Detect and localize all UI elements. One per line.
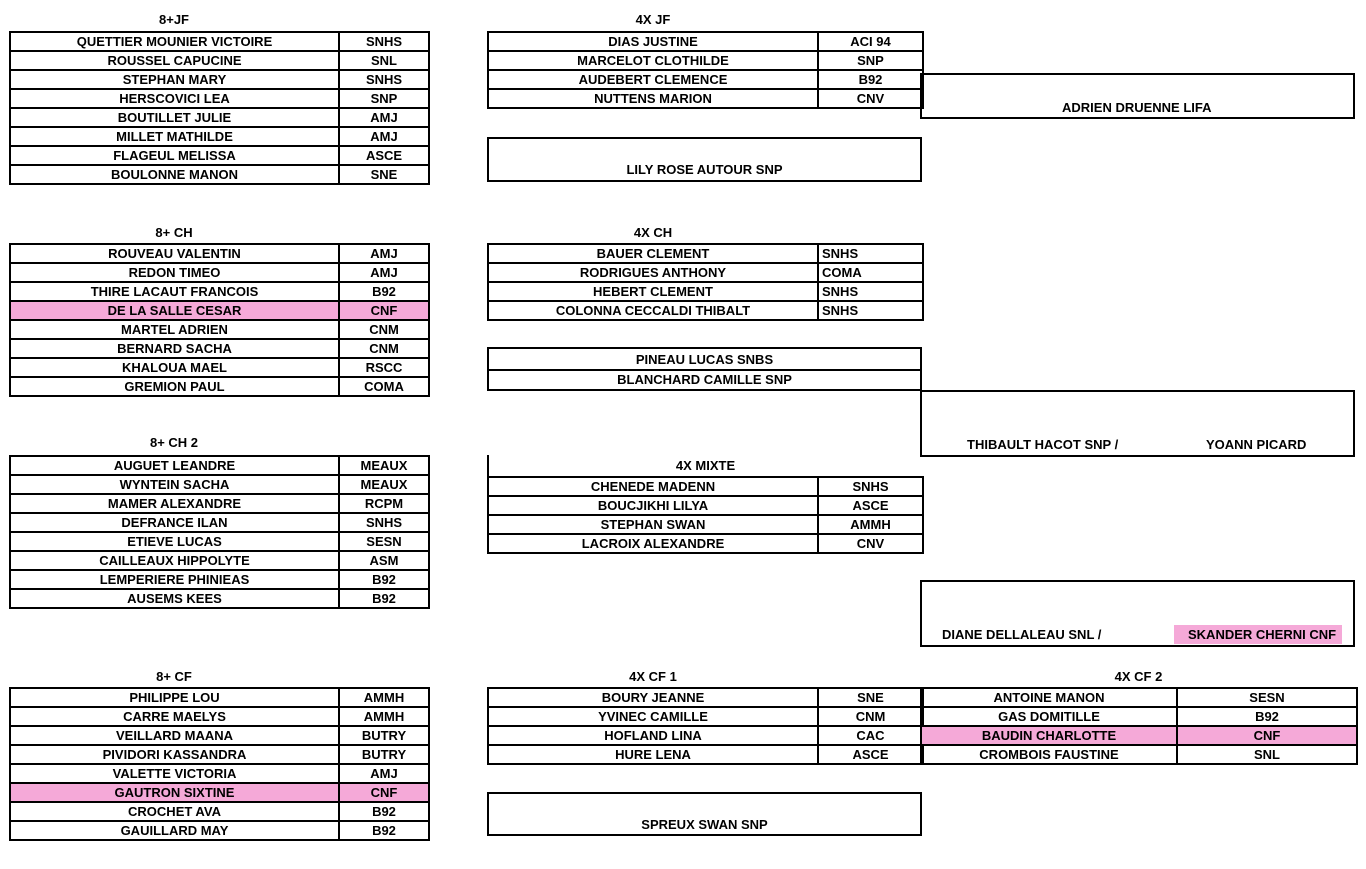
rower-name: REDON TIMEO xyxy=(10,263,339,282)
club-code: CNF xyxy=(339,783,429,802)
club-code: SESN xyxy=(339,532,429,551)
club-code: B92 xyxy=(339,570,429,589)
section-title-8ch2: 8+ CH 2 xyxy=(149,435,199,450)
crew-row xyxy=(10,301,429,320)
rower-name: THIRE LACAUT FRANCOIS xyxy=(10,282,339,301)
crew-table-4xch xyxy=(487,243,924,321)
reserve-box-4xch xyxy=(487,347,922,391)
rower-name: BAUDIN CHARLOTTE xyxy=(921,726,1177,745)
club-code: B92 xyxy=(818,70,923,89)
rower-name: VALETTE VICTORIA xyxy=(10,764,339,783)
club-code: B92 xyxy=(339,282,429,301)
club-code: CNF xyxy=(339,301,429,320)
club-code: B92 xyxy=(339,802,429,821)
section-title-4xjf: 4X JF xyxy=(635,12,671,27)
club-code: BUTRY xyxy=(339,745,429,764)
crew-row xyxy=(488,745,923,764)
rower-name: MARCELOT CLOTHILDE xyxy=(488,51,818,70)
club-code: CNV xyxy=(818,534,923,553)
coach-box-4xmixte xyxy=(920,580,1355,647)
crew-row xyxy=(488,282,923,301)
club-code: CAC xyxy=(818,726,923,745)
crew-table-4xcf2 xyxy=(920,687,1358,765)
crew-row xyxy=(10,570,429,589)
section-title-8cf: 8+ CF xyxy=(156,669,192,684)
crew-row xyxy=(921,707,1357,726)
club-code: SNHS xyxy=(818,301,923,320)
crew-row xyxy=(10,726,429,745)
club-code: AMJ xyxy=(339,108,429,127)
club-code: SNHS xyxy=(339,70,429,89)
rower-name: DEFRANCE ILAN xyxy=(10,513,339,532)
crew-row xyxy=(10,244,429,263)
rower-name: ANTOINE MANON xyxy=(921,688,1177,707)
crew-table-4xmixte xyxy=(487,476,924,554)
club-code: SESN xyxy=(1177,688,1357,707)
club-code: SNHS xyxy=(339,513,429,532)
crew-row xyxy=(10,51,429,70)
club-code: AMJ xyxy=(339,127,429,146)
rower-name: CHENEDE MADENN xyxy=(488,477,818,496)
coach-name-right: YOANN PICARD xyxy=(1206,437,1307,452)
club-code: SNL xyxy=(1177,745,1357,764)
crew-table-4xcf1 xyxy=(487,687,924,765)
club-code: SNHS xyxy=(818,244,923,263)
rower-name: ROUVEAU VALENTIN xyxy=(10,244,339,263)
rower-name: HURE LENA xyxy=(488,745,818,764)
club-code: SNL xyxy=(339,51,429,70)
club-code: B92 xyxy=(339,589,429,608)
club-code: SNHS xyxy=(818,282,923,301)
rower-name: HERSCOVICI LEA xyxy=(10,89,339,108)
rower-name: BOURY JEANNE xyxy=(488,688,818,707)
rower-name: MAMER ALEXANDRE xyxy=(10,494,339,513)
crew-row xyxy=(488,496,923,515)
club-code: BUTRY xyxy=(339,726,429,745)
rower-name: DE LA SALLE CESAR xyxy=(10,301,339,320)
club-code: CNF xyxy=(1177,726,1357,745)
rower-name: AUGUET LEANDRE xyxy=(10,456,339,475)
crew-row xyxy=(10,688,429,707)
coach-box-4xch xyxy=(920,390,1355,457)
section-title-4xcf1: 4X CF 1 xyxy=(629,669,677,684)
crew-row xyxy=(10,358,429,377)
rower-name: LACROIX ALEXANDRE xyxy=(488,534,818,553)
club-code: AMJ xyxy=(339,764,429,783)
club-code: ASCE xyxy=(818,496,923,515)
crew-row xyxy=(10,263,429,282)
club-code: SNHS xyxy=(818,477,923,496)
crew-row xyxy=(488,707,923,726)
rower-name: CAILLEAUX HIPPOLYTE xyxy=(10,551,339,570)
club-code: CNM xyxy=(339,339,429,358)
crew-row xyxy=(10,89,429,108)
coach-name-left: THIBAULT HACOT SNP / xyxy=(967,437,1119,452)
coach-name-left: DIANE DELLALEAU SNL / xyxy=(942,627,1102,642)
rower-name: STEPHAN SWAN xyxy=(488,515,818,534)
reserve-box-4xcf1 xyxy=(487,792,922,836)
crew-table-4xjf xyxy=(487,31,924,109)
crew-row xyxy=(921,745,1357,764)
club-code: MEAUX xyxy=(339,456,429,475)
crew-row xyxy=(488,70,923,89)
rower-name: QUETTIER MOUNIER VICTOIRE xyxy=(10,32,339,51)
crew-row xyxy=(488,32,923,51)
crew-row xyxy=(10,764,429,783)
crew-table-8ch xyxy=(9,243,430,397)
reserve-name-1: PINEAU LUCAS SNBS xyxy=(635,352,774,367)
crew-row xyxy=(10,551,429,570)
crew-row xyxy=(10,146,429,165)
rower-name: GAUILLARD MAY xyxy=(10,821,339,840)
rower-name: GAS DOMITILLE xyxy=(921,707,1177,726)
club-code: SNP xyxy=(818,51,923,70)
section-title-4xch: 4X CH xyxy=(633,225,673,240)
rower-name: CARRE MAELYS xyxy=(10,707,339,726)
club-code: AMMH xyxy=(339,688,429,707)
reserve-name: SPREUX SWAN SNP xyxy=(641,817,768,832)
club-code: AMJ xyxy=(339,263,429,282)
crew-row xyxy=(10,745,429,764)
club-code: ASM xyxy=(339,551,429,570)
crew-row xyxy=(10,821,429,840)
crew-table-8cf xyxy=(9,687,430,841)
rower-name: PIVIDORI KASSANDRA xyxy=(10,745,339,764)
crew-row xyxy=(921,726,1357,745)
reserve-name: LILY ROSE AUTOUR SNP xyxy=(626,162,783,177)
club-code: ASCE xyxy=(818,745,923,764)
crew-table-8jf xyxy=(9,31,430,185)
rower-name: KHALOUA MAEL xyxy=(10,358,339,377)
crew-row xyxy=(10,339,429,358)
rower-name: GAUTRON SIXTINE xyxy=(10,783,339,802)
rower-name: BOUTILLET JULIE xyxy=(10,108,339,127)
crew-row xyxy=(488,244,923,263)
crew-row xyxy=(10,282,429,301)
coach-name: ADRIEN DRUENNE LIFA xyxy=(1062,100,1212,115)
rower-name: WYNTEIN SACHA xyxy=(10,475,339,494)
club-code: B92 xyxy=(339,821,429,840)
crew-row xyxy=(10,513,429,532)
rower-name: STEPHAN MARY xyxy=(10,70,339,89)
crew-row xyxy=(488,688,923,707)
rower-name: HOFLAND LINA xyxy=(488,726,818,745)
club-code: ASCE xyxy=(339,146,429,165)
rower-name: AUDEBERT CLEMENCE xyxy=(488,70,818,89)
rower-name: BOUCJIKHI LILYA xyxy=(488,496,818,515)
club-code: RSCC xyxy=(339,358,429,377)
crew-row xyxy=(488,515,923,534)
crew-row xyxy=(488,263,923,282)
crew-row xyxy=(488,534,923,553)
section-title-4xcf2: 4X CF 2 xyxy=(1114,669,1163,684)
club-code: ACI 94 xyxy=(818,32,923,51)
crew-row xyxy=(10,707,429,726)
club-code: CNM xyxy=(818,707,923,726)
rower-name: ETIEVE LUCAS xyxy=(10,532,339,551)
section-title-8jf: 8+JF xyxy=(159,12,189,27)
rower-name: DIAS JUSTINE xyxy=(488,32,818,51)
rower-name: PHILIPPE LOU xyxy=(10,688,339,707)
rower-name: MARTEL ADRIEN xyxy=(10,320,339,339)
crew-row xyxy=(10,70,429,89)
rower-name: MILLET MATHILDE xyxy=(10,127,339,146)
rower-name: GREMION PAUL xyxy=(10,377,339,396)
crew-row xyxy=(10,532,429,551)
rower-name: COLONNA CECCALDI THIBALT xyxy=(488,301,818,320)
crew-row xyxy=(10,494,429,513)
crew-row xyxy=(488,726,923,745)
reserve-name-2: BLANCHARD CAMILLE SNP xyxy=(617,372,792,387)
club-code: MEAUX xyxy=(339,475,429,494)
crew-row xyxy=(488,51,923,70)
crew-row xyxy=(488,477,923,496)
rower-name: HEBERT CLEMENT xyxy=(488,282,818,301)
crew-row xyxy=(10,127,429,146)
section-title-4xmixte: 4X MIXTE xyxy=(675,458,736,473)
crew-row xyxy=(488,89,923,108)
rower-name: LEMPERIERE PHINIEAS xyxy=(10,570,339,589)
section-title-8ch: 8+ CH xyxy=(155,225,193,240)
rower-name: CROMBOIS FAUSTINE xyxy=(921,745,1177,764)
club-code: AMJ xyxy=(339,244,429,263)
crew-row xyxy=(10,783,429,802)
club-code: COMA xyxy=(339,377,429,396)
coach-name-right: SKANDER CHERNI CNF xyxy=(1174,625,1342,644)
rower-name: NUTTENS MARION xyxy=(488,89,818,108)
rower-name: BERNARD SACHA xyxy=(10,339,339,358)
crew-row xyxy=(10,475,429,494)
club-code: CNV xyxy=(818,89,923,108)
crew-row xyxy=(10,377,429,396)
rower-name: VEILLARD MAANA xyxy=(10,726,339,745)
rower-name: ROUSSEL CAPUCINE xyxy=(10,51,339,70)
crew-row xyxy=(10,456,429,475)
crew-row xyxy=(921,688,1357,707)
rower-name: RODRIGUES ANTHONY xyxy=(488,263,818,282)
crew-row xyxy=(10,108,429,127)
crew-row xyxy=(10,165,429,184)
rower-name: AUSEMS KEES xyxy=(10,589,339,608)
rower-name: CROCHET AVA xyxy=(10,802,339,821)
club-code: B92 xyxy=(1177,707,1357,726)
club-code: SNE xyxy=(339,165,429,184)
rower-name: FLAGEUL MELISSA xyxy=(10,146,339,165)
club-code: AMMH xyxy=(818,515,923,534)
crew-row xyxy=(10,320,429,339)
crew-row xyxy=(10,589,429,608)
rower-name: YVINEC CAMILLE xyxy=(488,707,818,726)
club-code: COMA xyxy=(818,263,923,282)
club-code: SNHS xyxy=(339,32,429,51)
crew-row xyxy=(10,32,429,51)
club-code: RCPM xyxy=(339,494,429,513)
coach-box-4xjf xyxy=(920,73,1355,119)
rower-name: BOULONNE MANON xyxy=(10,165,339,184)
crew-row xyxy=(10,802,429,821)
club-code: AMMH xyxy=(339,707,429,726)
reserve-box-4xjf xyxy=(487,137,922,182)
club-code: SNE xyxy=(818,688,923,707)
crew-row xyxy=(488,301,923,320)
crew-table-8ch2 xyxy=(9,455,430,609)
club-code: CNM xyxy=(339,320,429,339)
rower-name: BAUER CLEMENT xyxy=(488,244,818,263)
club-code: SNP xyxy=(339,89,429,108)
